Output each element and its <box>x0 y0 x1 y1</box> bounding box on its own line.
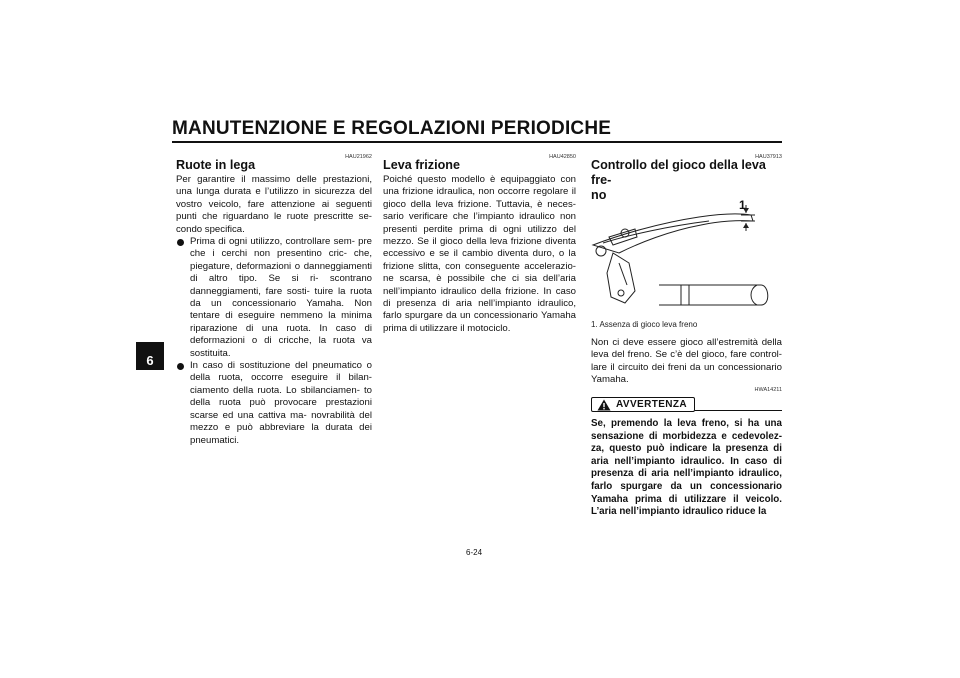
figure-label: 1 <box>739 198 746 212</box>
warning-rule <box>695 410 782 411</box>
section-body: Non ci deve essere gioco all’estremità della leva del freno. Se c’è del gioco, fare control- lare il circuito dei freni da un concessionario Yamaha. <box>591 337 782 386</box>
warning-text: Se, premendo la leva freno, si ha una sensazione di morbidezza e cedevolez- za, questo può indicare la presenza di aria nell’impianto idraulico. In caso di presenza di aria nell’impianto idraulico, farlo spurgare da un concessionario Yamaha prima di utilizzare il veicolo. L’aria nell’impianto idraulico riduce la <box>591 418 782 518</box>
heading-line: Controllo del gioco della leva fre- <box>591 158 766 187</box>
section-code: HAU37913 <box>755 154 782 160</box>
bullet-icon <box>177 363 184 370</box>
warning-badge <box>591 397 695 412</box>
heading-line: no <box>591 188 607 202</box>
header-rule <box>172 141 782 143</box>
chapter-tab-number: 6 <box>146 353 154 368</box>
section-body: Poiché questo modello è equipaggiato con una frizione idraulica, non occorre regolare il gioco della leva frizione. Tuttavia, è neces- sario verificare che l’impianto idraulico non presenti perdite prima di ogni utilizzo del mezzo. Se il gioco della leva frizione diventa eccessivo e se il cambio diventa duro, o la frizione slitta, con conseguente accelerazio- ne scarsa, è possibile che ci sia dell’aria nell’impianto idraulico della frizione. In caso di presenza di aria nell’impianto idraulico, farlo spurgare da un concessionario Yamaha prima di utilizzare il motociclo. <box>383 174 576 334</box>
page-number: 6-24 <box>466 548 483 557</box>
section-code: HAU21962 <box>345 154 372 160</box>
bullet-icon <box>177 239 184 246</box>
list-item <box>176 360 372 447</box>
list-item <box>176 236 372 360</box>
figure-caption: 1. Assenza di gioco leva freno <box>591 320 698 329</box>
section-heading: Leva frizione <box>383 158 460 172</box>
bullet-text: In caso di sostituzione del pneumatico o della ruota, occorre eseguire il bilan- ciamento della ruota. Lo sbilanciamen- to della ruota può provocare prestazioni scarse ed una cattiva ma- novrabilità del mezzo e può abbreviare la durata dei pneumatici. <box>190 360 372 446</box>
bullet-list <box>176 236 372 447</box>
section-heading: Ruote in lega <box>176 158 256 172</box>
bullet-text: Prima di ogni utilizzo, controllare sem- pre che i cerchi non presentino cric- che, piegature, deformazioni o danneggiamenti di altro tipo. Se si ri- scontrano danneggiamenti, fare sosti- tuire la ruota da un concessionario Yamaha. Non tentare di eseguire nemmeno la minima riparazione di una ruota. In caso di deformazioni o di cricche, la ruota va sostituita. <box>190 236 372 359</box>
section-intro: Per garantire il massimo delle prestazioni, una lunga durata e l’utilizzo in sicurezza del vostro veicolo, fare attenzione ai seguenti punti che riguardano le ruote prescritte se- condo specifica. <box>176 174 372 235</box>
warning-label: AVVERTENZA <box>616 399 688 410</box>
page-title: MANUTENZIONE E REGOLAZIONI PERIODICHE <box>172 118 612 139</box>
brake-lever-illustration <box>589 193 781 317</box>
warning-icon <box>597 399 611 411</box>
warning-code: HWA14211 <box>754 387 782 393</box>
section-code: HAU42850 <box>549 154 576 160</box>
